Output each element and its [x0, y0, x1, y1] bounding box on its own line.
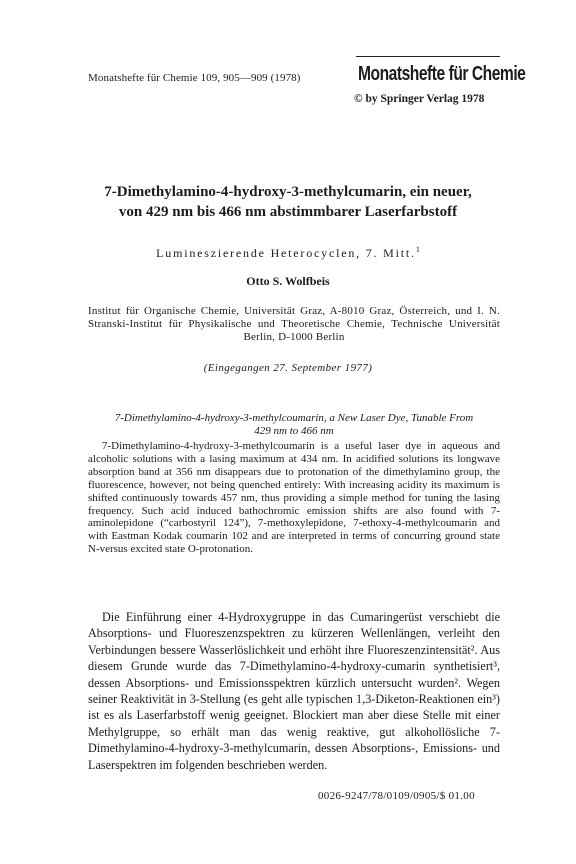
received-date: (Eingegangen 27. September 1977) — [203, 362, 373, 374]
copyright-notice: © by Springer Verlag 1978 — [354, 93, 485, 105]
footer-code: 0026-9247/78/0109/0905/$ 01.00 — [318, 790, 475, 802]
series-footnote-mark: 1 — [415, 245, 420, 254]
journal-citation: Monatshefte für Chemie 109, 905—909 (1978) — [88, 72, 301, 84]
abstract-title-line-1: 7-Dimethylamino-4-hydroxy-3-methylcoumarin, a New Laser Dye, Tunable From — [114, 412, 474, 424]
article-title-line-1: 7-Dimethylamino-4-hydroxy-3-methylcumarin, ein neuer, — [104, 184, 472, 200]
journal-brand-logo: Monatshefte für Chemie — [358, 63, 526, 85]
author-name: Otto S. Wolfbeis — [246, 274, 330, 288]
series-subtitle — [70, 245, 506, 261]
abstract-text: 7-Dimethylamino-4-hydroxy-3-methylcoumarin is a useful laser dye in aqueous and alcoholic solutions with a lasing maximum at 434 nm. In acidified solutions its longwave absorption band at 356 nm disappears due to protonation of the dimethylamino group, the fluorescence, however, not being quenched entirely: With increasing acidity its maximum is shifted continuously towards 457 nm, thus providing a simple method for tuning the lasing frequency. Such acid induced bathochromic emission shifts are also found with 7-aminolepidone (“carbostyril 124”), 7-methoxylepidone, 7-ethoxy-4-methylcoumarin and with Eastman Kodak coumarin 102 and are interpreted in terms of concurring ground state N-versus excited state O-protonation. — [88, 440, 500, 556]
article-title-line-2: von 429 nm bis 466 nm abstimmbarer Laserfarbstoff — [118, 204, 458, 220]
series-subtitle-text: Lumineszierende Heterocyclen, 7. Mitt. — [156, 246, 416, 260]
article-title — [70, 182, 506, 222]
header-rule — [356, 56, 500, 57]
body-paragraph: Die Einführung einer 4-Hydroxygruppe in das Cumaringerüst verschiebt die Absorptions- und Fluoreszenzspektren zu kürzeren Wellenlängen, verleiht den Verbindungen bessere Wasserlöslichkeit und erhöht ihre Fluoreszenzintensität². Aus diesem Grunde wurde das 7-Dimethylamino-4-hydroxy-cumarin synthetisiert³, dessen Absorptions- und Emissionsspektren kürzlich untersucht wurden². Wegen seiner Reaktivität in 3-Stellung (es geht alle typischen 1,3-Diketon-Reaktionen ein³) ist es als Laserfarbstoff wenig geeignet. Blockiert man aber diese Stelle mit einer Methylgruppe, so erhält man das wenig reaktive, gut alkohollösliche 7-Dimethylamino-4-hydroxy-3-methylcumarin, dessen Absorptions-, Emissions- und Laserspektren im folgenden beschrieben werden. — [88, 610, 500, 772]
abstract-title — [88, 412, 500, 438]
author-affiliation: Institut für Organische Chemie, Universität Graz, A-8010 Graz, Österreich, und I. N. Stranski-Institut für Physikalische und Theoretische Chemie, Technische Universität Berlin, D-1000 Berlin — [88, 305, 500, 343]
abstract-title-line-2: 429 nm to 466 nm — [254, 425, 334, 437]
